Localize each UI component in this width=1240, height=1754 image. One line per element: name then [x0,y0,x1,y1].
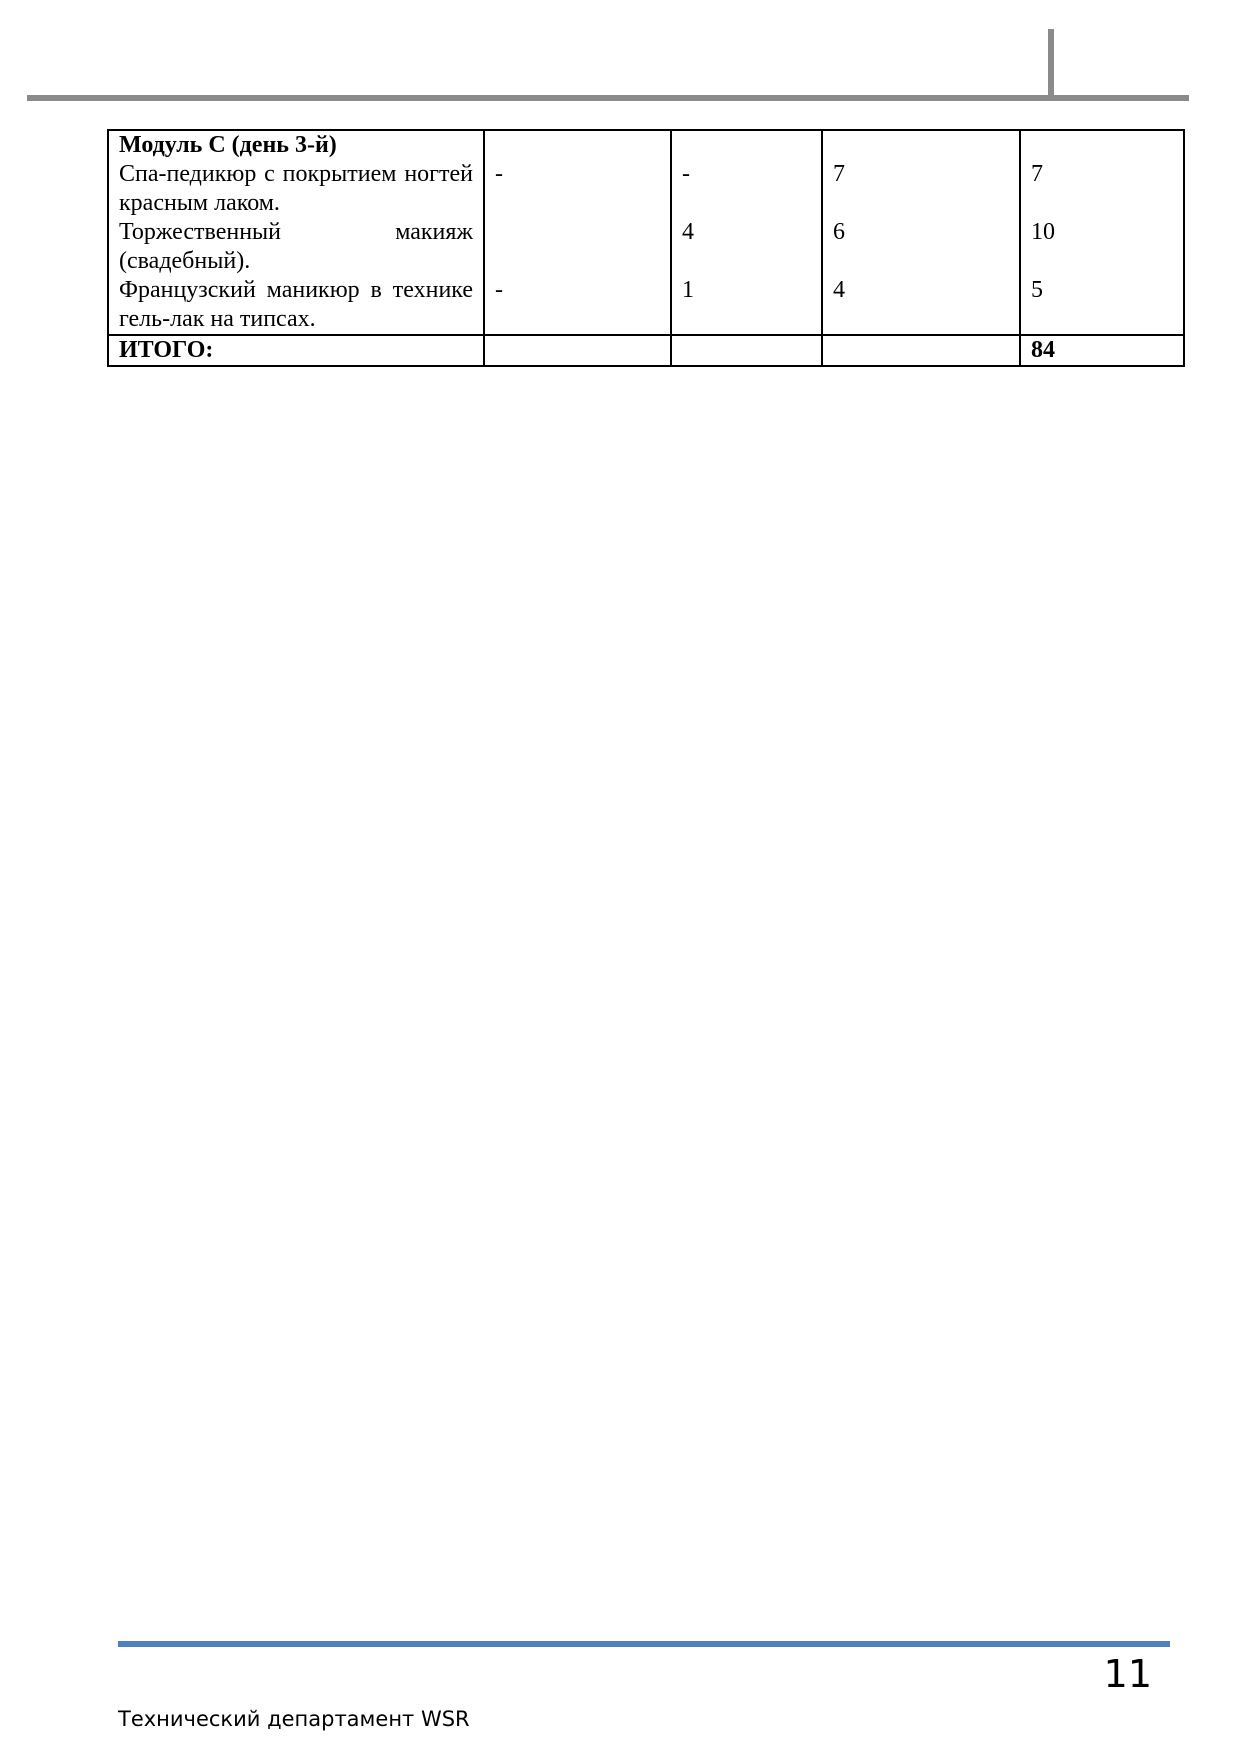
module-c-table [107,129,1185,367]
table-cell: - [495,161,503,187]
table-cell: 10 [1031,219,1055,245]
table-cell: - [682,161,690,187]
table-cell: 7 [1031,161,1043,187]
table-cell [484,335,671,366]
header-vertical-rule [1048,29,1054,97]
total-label: ИТОГО: [108,335,484,366]
footer-department: Технический департамент WSR [118,1707,470,1731]
column-d-cell [1020,130,1184,335]
table-cell: 7 [833,161,845,187]
page-number: 11 [1103,1652,1152,1696]
table-cell: 1 [682,277,694,303]
footer-rule [118,1641,1170,1647]
table-row [108,130,1184,335]
header-rule [27,95,1189,101]
column-b-cell [671,130,822,335]
module-cell [108,130,484,335]
list-item: Французский маникюр в технике гель-лак на типсах. [119,277,473,332]
module-title: Модуль С (день 3-й) [119,132,337,158]
table-cell: - [495,277,503,303]
total-row [108,335,1184,366]
table-cell: 4 [682,219,694,245]
column-a-cell [484,130,671,335]
column-c-cell [822,130,1020,335]
total-value: 84 [1020,335,1184,366]
list-item: Торжественный макияж (свадебный). [119,219,473,274]
table-cell [822,335,1020,366]
table-cell: 4 [833,277,845,303]
list-item: Спа-педикюр с покрытием ногтей красным лаком. [119,161,473,216]
table-cell: 5 [1031,277,1043,303]
table-cell [495,218,660,247]
table-cell [671,335,822,366]
table-cell: 6 [833,219,845,245]
